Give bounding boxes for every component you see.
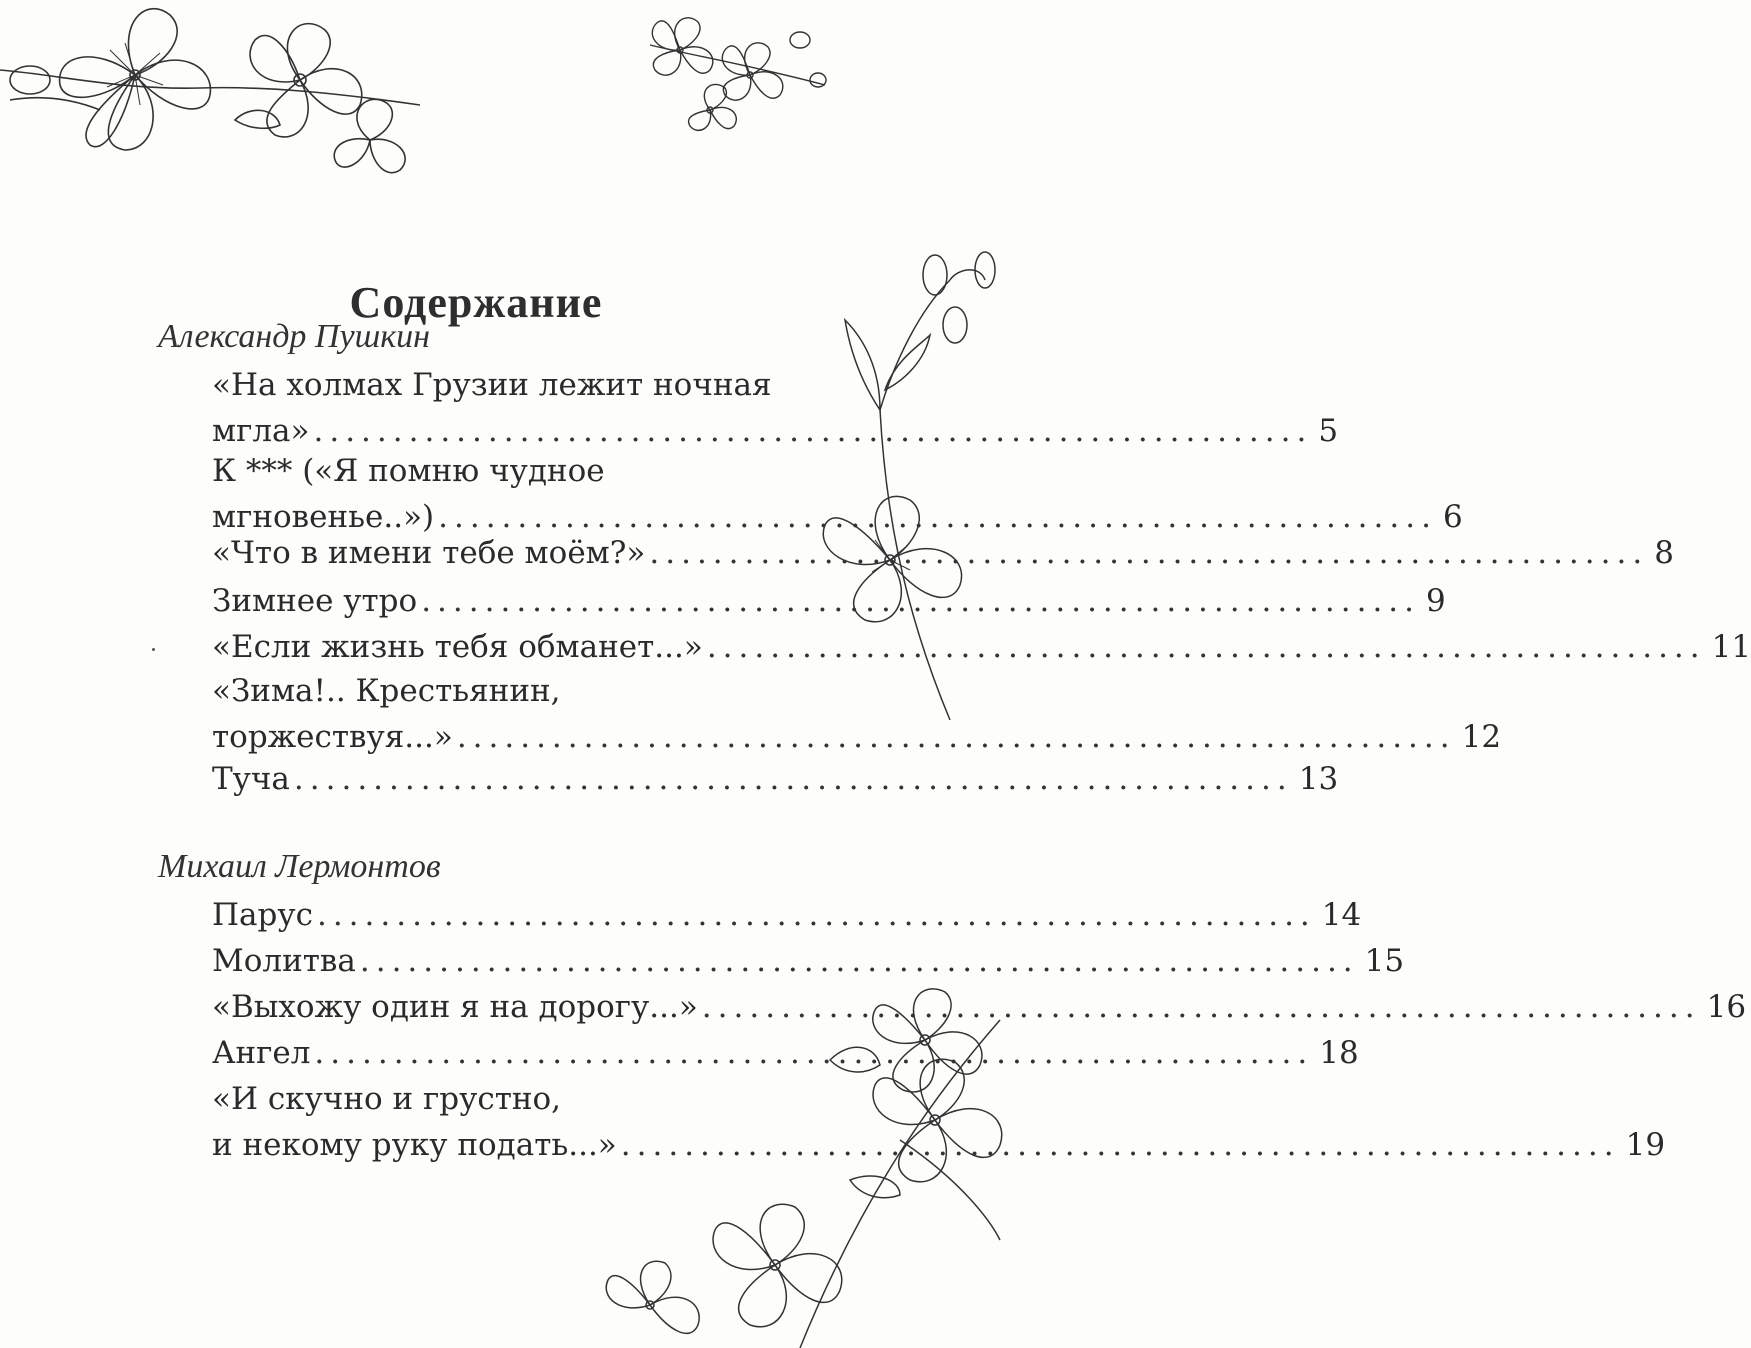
entry-title-line: К *** («Я помню чудное (212, 453, 605, 489)
entry-title-line: «И скучно и грустно, (212, 1081, 562, 1117)
entry-last-line (212, 938, 1405, 984)
leader-dots: ............................................................... (313, 413, 1313, 449)
toc-entry[interactable] (212, 624, 1751, 670)
leader-dots: ............................................................... (293, 761, 1293, 797)
toc-entry[interactable] (212, 1076, 1666, 1168)
page-number: 13 (1298, 761, 1339, 797)
leader-dots: ............................................................... (649, 535, 1649, 571)
paper-speck (152, 648, 155, 651)
toc-entry[interactable] (212, 578, 1446, 624)
page-number: 15 (1364, 943, 1405, 979)
entry-last-line (212, 578, 1446, 624)
toc-entry[interactable] (212, 448, 1463, 540)
author-heading: Михаил Лермонтов (158, 848, 441, 885)
entry-title: мгла» (212, 413, 310, 449)
toc-entry[interactable] (212, 362, 1339, 454)
leader-dots: ............................................................... (359, 943, 1359, 979)
leader-dots: ............................................................... (706, 629, 1706, 665)
entry-title-line: «На холмах Грузии лежит ночная (212, 367, 772, 403)
entry-title-line: «Зима!.. Крестьянин, (212, 673, 561, 709)
leader-dots: ............................................................... (701, 989, 1701, 1025)
entry-title: Ангел (212, 1035, 311, 1071)
entry-title: мгновенье..») (212, 499, 435, 535)
toc-entry[interactable] (212, 938, 1405, 984)
page-number: 12 (1461, 719, 1502, 755)
leader-dots: ............................................................... (620, 1127, 1620, 1163)
entry-title: «Что в имени тебе моём?» (212, 535, 646, 571)
entry-last-line (212, 984, 1747, 1030)
leader-dots: ............................................................... (316, 897, 1316, 933)
entry-last-line (212, 756, 1339, 802)
entry-title: «Если жизнь тебя обманет...» (212, 629, 703, 665)
entry-title: Молитва (212, 943, 356, 979)
author-heading: Александр Пушкин (158, 318, 430, 355)
toc-entry[interactable] (212, 756, 1339, 802)
entry-last-line (212, 714, 1502, 760)
entry-title: Зимнее утро (212, 583, 418, 619)
page-number: 11 (1711, 629, 1751, 665)
page-number: 18 (1319, 1035, 1359, 1071)
page-number: 6 (1442, 499, 1463, 535)
page-number: 19 (1625, 1127, 1666, 1163)
entry-title: и некому руку подать...» (212, 1127, 617, 1163)
toc-entry[interactable] (212, 530, 1674, 576)
leader-dots: ............................................................... (314, 1035, 1314, 1071)
page-number: 16 (1706, 989, 1747, 1025)
entry-last-line (212, 892, 1362, 938)
toc-entry[interactable] (212, 892, 1362, 938)
entry-title: торжествуя...» (212, 719, 453, 755)
entry-title: Туча (212, 761, 290, 797)
top-left-blossom-illustration (0, 0, 420, 170)
entry-last-line (212, 1030, 1359, 1076)
leader-dots: ............................................................... (421, 583, 1421, 619)
top-center-blossom-illustration (630, 5, 830, 145)
entry-last-line (212, 1122, 1666, 1168)
entry-title: «Выхожу один я на дорогу...» (212, 989, 698, 1025)
page-title: Содержание (349, 278, 603, 328)
leader-dots: ............................................................... (456, 719, 1456, 755)
toc-entry[interactable] (212, 1030, 1359, 1076)
leader-dots: ............................................................... (438, 499, 1437, 535)
entry-last-line (212, 530, 1674, 576)
entry-last-line (212, 624, 1751, 670)
page-number: 8 (1654, 535, 1674, 571)
page-number: 14 (1321, 897, 1362, 933)
page-number: 9 (1426, 583, 1446, 619)
entry-title: Парус (212, 897, 313, 933)
toc-entry[interactable] (212, 984, 1747, 1030)
toc-entry[interactable] (212, 668, 1502, 760)
page-number: 5 (1318, 413, 1339, 449)
